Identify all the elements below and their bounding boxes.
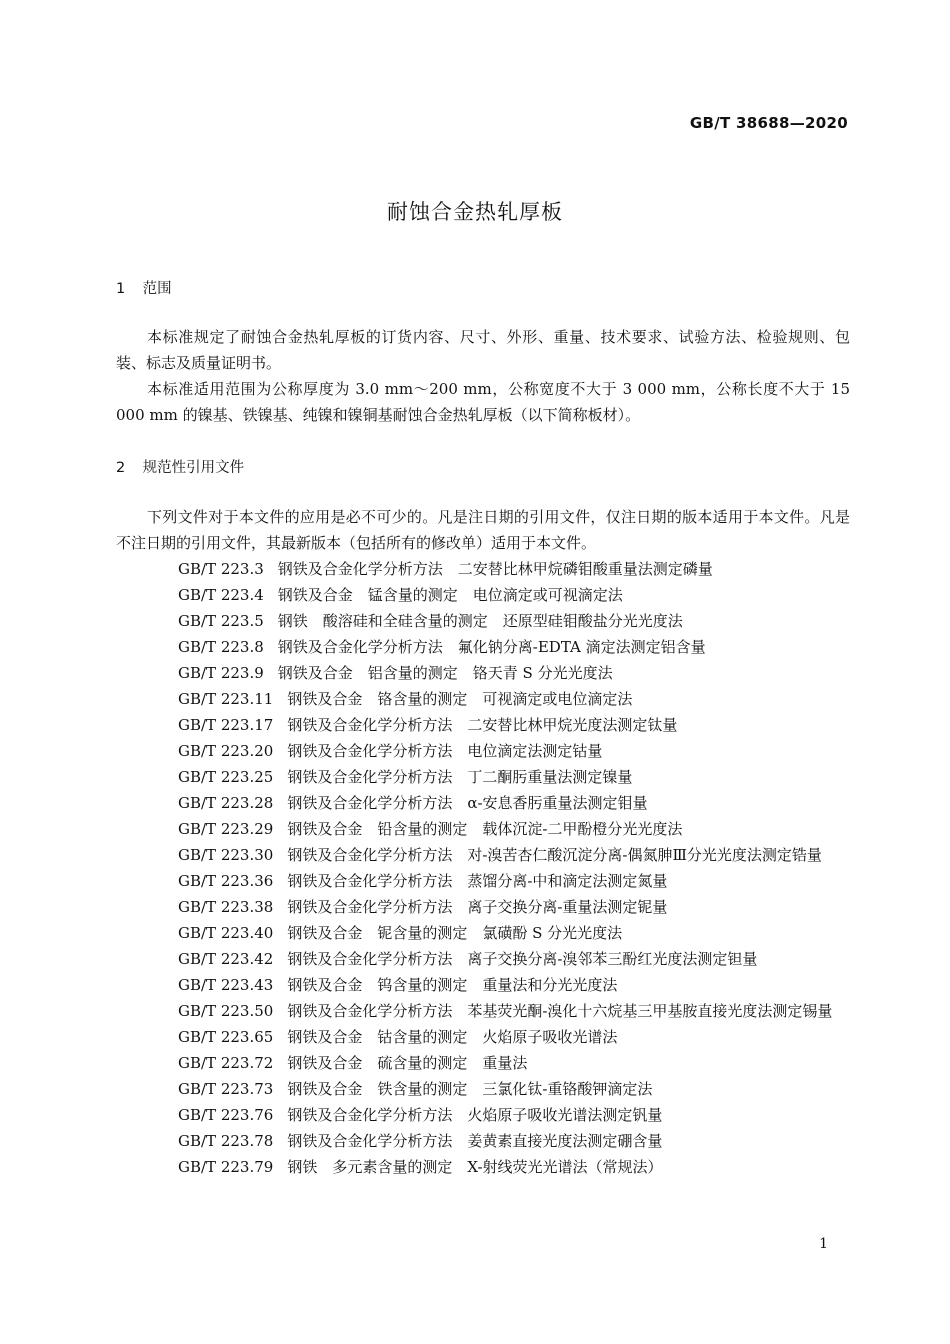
reference-title: 钢铁及合金化学分析方法 离子交换分离-重量法测定铌量 [287,898,668,916]
section-number: 1 [116,281,126,297]
reference-item [116,1024,850,1050]
reference-title: 钢铁 多元素含量的测定 X-射线荧光光谱法（常规法） [287,1158,663,1176]
reference-item [116,556,850,582]
reference-title: 钢铁及合金 铌含量的测定 氯磺酚 S 分光光度法 [287,924,623,942]
reference-code: GB/T 223.11 [178,690,274,708]
reference-title: 钢铁及合金 锰含量的测定 电位滴定或可视滴定法 [277,586,623,604]
reference-code: GB/T 223.9 [178,664,264,682]
reference-item [116,764,850,790]
reference-item [116,920,850,946]
scope-paragraph-1: 本标准规定了耐蚀合金热轧厚板的订货内容、尺寸、外形、重量、技术要求、试验方法、检验规则、包装、标志及质量证明书。 [116,328,850,372]
reference-code: GB/T 223.20 [178,742,274,760]
reference-item [116,1076,850,1102]
reference-item [116,712,850,738]
reference-item [116,946,850,972]
reference-code: GB/T 223.17 [178,716,274,734]
section-title: 规范性引用文件 [142,460,245,476]
reference-code: GB/T 223.3 [178,560,264,578]
document-title: 耐蚀合金热轧厚板 [387,200,563,224]
reference-title: 钢铁及合金 铝含量的测定 铬天青 S 分光光度法 [277,664,613,682]
reference-list [116,556,850,1180]
reference-code: GB/T 223.5 [178,612,264,630]
reference-item [116,634,850,660]
reference-title: 钢铁及合金化学分析方法 苯基荧光酮-溴化十六烷基三甲基胺直接光度法测定锡量 [287,1002,833,1020]
reference-code: GB/T 223.25 [178,768,274,786]
section-number: 2 [116,460,126,476]
reference-item [116,738,850,764]
scope-paragraph-2: 本标准适用范围为公称厚度为 3.0 mm～200 mm，公称宽度不大于 3 000 mm，公称长度不大于 15 000 mm 的镍基、铁镍基、纯镍和镍铜基耐蚀合金热轧厚板（以下简称板材）。 [116,380,850,424]
reference-title: 钢铁及合金 钴含量的测定 火焰原子吸收光谱法 [287,1028,618,1046]
reference-item [116,842,850,868]
reference-code: GB/T 223.79 [178,1158,274,1176]
reference-item [116,972,850,998]
reference-title: 钢铁及合金化学分析方法 氟化钠分离-EDTA 滴定法测定铝含量 [277,638,706,656]
reference-title: 钢铁及合金化学分析方法 离子交换分离-溴邻苯三酚红光度法测定钽量 [287,950,758,968]
reference-title: 钢铁及合金 铬含量的测定 可视滴定或电位滴定法 [287,690,633,708]
reference-item [116,1050,850,1076]
reference-title: 钢铁及合金化学分析方法 对-溴苦杏仁酸沉淀分离-偶氮胂Ⅲ分光光度法测定锆量 [287,846,822,864]
reference-item [116,660,850,686]
reference-title: 钢铁及合金化学分析方法 二安替比林甲烷磷钼酸重量法测定磷量 [277,560,713,578]
section-title: 范围 [142,281,172,297]
reference-code: GB/T 223.38 [178,898,274,916]
reference-item [116,1102,850,1128]
reference-item [116,582,850,608]
reference-item [116,608,850,634]
reference-title: 钢铁及合金化学分析方法 姜黄素直接光度法测定硼含量 [287,1132,663,1150]
reference-code: GB/T 223.42 [178,950,274,968]
references-intro-paragraph: 下列文件对于本文件的应用是必不可少的。凡是注日期的引用文件，仅注日期的版本适用于本文件。凡是不注日期的引用文件，其最新版本（包括所有的修改单）适用于本文件。 [116,508,850,552]
reference-title: 钢铁及合金 钨含量的测定 重量法和分光光度法 [287,976,618,994]
reference-item [116,816,850,842]
reference-code: GB/T 223.43 [178,976,274,994]
reference-title: 钢铁及合金化学分析方法 蒸馏分离-中和滴定法测定氮量 [287,872,668,890]
reference-code: GB/T 223.8 [178,638,264,656]
reference-item [116,790,850,816]
reference-code: GB/T 223.28 [178,794,274,812]
reference-title: 钢铁及合金 铅含量的测定 载体沉淀-二甲酚橙分光光度法 [287,820,683,838]
reference-code: GB/T 223.4 [178,586,264,604]
reference-item [116,868,850,894]
reference-title: 钢铁及合金 硫含量的测定 重量法 [287,1054,528,1072]
reference-title: 钢铁及合金化学分析方法 火焰原子吸收光谱法测定钒量 [287,1106,663,1124]
reference-title: 钢铁及合金化学分析方法 α-安息香肟重量法测定钼量 [287,794,648,812]
reference-item [116,894,850,920]
reference-code: GB/T 223.65 [178,1028,274,1046]
reference-code: GB/T 223.72 [178,1054,274,1072]
section-heading-scope [116,277,172,298]
reference-code: GB/T 223.40 [178,924,274,942]
reference-title: 钢铁及合金化学分析方法 二安替比林甲烷光度法测定钛量 [287,716,678,734]
reference-item [116,998,850,1024]
reference-title: 钢铁及合金化学分析方法 电位滴定法测定钴量 [287,742,603,760]
reference-item [116,1128,850,1154]
standard-number: GB/T 38688—2020 [689,114,848,132]
reference-code: GB/T 223.76 [178,1106,274,1124]
reference-code: GB/T 223.50 [178,1002,274,1020]
reference-code: GB/T 223.73 [178,1080,274,1098]
reference-code: GB/T 223.30 [178,846,274,864]
reference-item [116,686,850,712]
reference-title: 钢铁及合金 铁含量的测定 三氯化钛-重铬酸钾滴定法 [287,1080,653,1098]
reference-code: GB/T 223.78 [178,1132,274,1150]
section-heading-normative-references [116,456,244,477]
reference-title: 钢铁 酸溶硅和全硅含量的测定 还原型硅钼酸盐分光光度法 [277,612,683,630]
reference-code: GB/T 223.36 [178,872,274,890]
reference-code: GB/T 223.29 [178,820,274,838]
page-number: 1 [819,1236,828,1252]
reference-item [116,1154,850,1180]
reference-title: 钢铁及合金化学分析方法 丁二酮肟重量法测定镍量 [287,768,633,786]
